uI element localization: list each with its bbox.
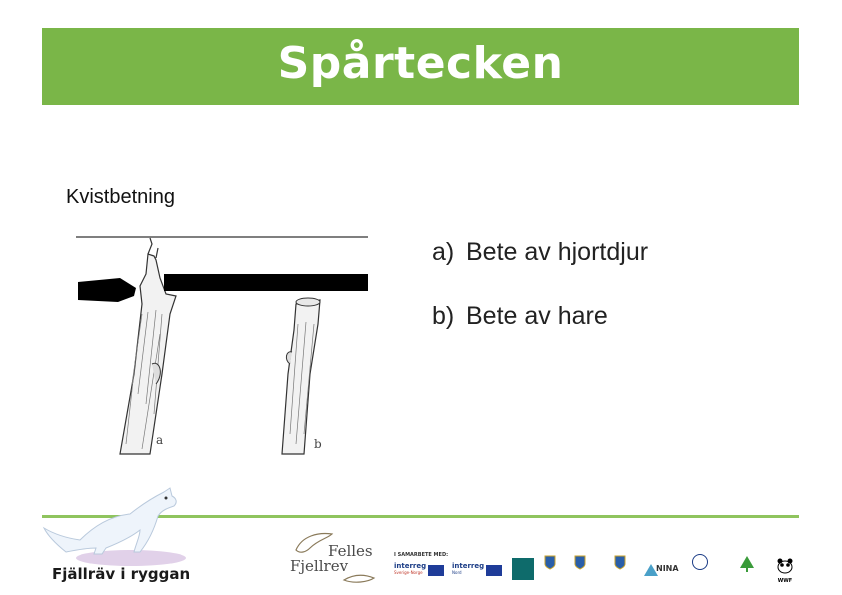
interreg-text: interreg: [452, 562, 485, 570]
list-marker: a): [432, 238, 455, 266]
list-item: [432, 238, 648, 267]
felles-fjellrev-logo: [288, 530, 388, 586]
wwf-text: WWF: [777, 578, 793, 584]
slide-title: Spårtecken: [277, 38, 564, 89]
wwf-logo: [776, 558, 794, 584]
list-marker: b): [432, 302, 455, 330]
green-square-logo: [512, 558, 534, 580]
nina-text: NINA: [656, 564, 679, 573]
partner-logos: [392, 550, 802, 590]
crest-icon: [574, 554, 586, 570]
list-item-text: Bete av hare: [466, 302, 608, 330]
bullet-list: [432, 238, 648, 366]
list-item-text: Bete av hjortdjur: [466, 238, 649, 266]
interreg-sverige-norge-logo: [394, 562, 454, 584]
figure-label-b: b: [314, 437, 322, 451]
twig-a-drawing: [120, 238, 176, 454]
crest-icon: [544, 554, 556, 570]
twig-b-drawing: [282, 298, 320, 454]
crest-icon: [614, 554, 626, 570]
interreg-nord-logo: [452, 562, 512, 584]
stockholm-university-seal: [692, 554, 708, 570]
redaction-bar: [164, 274, 368, 291]
redaction-left: [78, 278, 136, 302]
twig-illustration: [76, 234, 368, 458]
list-item: [432, 302, 648, 331]
section-heading: Kvistbetning: [66, 186, 175, 208]
eu-flag-icon: [486, 565, 502, 576]
felles-text: Felles: [328, 542, 373, 560]
partners-label: I SAMARBETE MED:: [394, 552, 449, 558]
interreg-text: interreg: [394, 562, 427, 570]
eu-flag-icon: [428, 565, 444, 576]
interreg-sub: Sverige-Norge: [394, 570, 423, 575]
project-name: Fjällräv i ryggan: [52, 565, 191, 583]
fjellrev-text: Fjellrev: [290, 557, 349, 575]
title-banner: [42, 28, 799, 105]
nina-logo: [644, 560, 684, 580]
interreg-sub: Nord: [452, 570, 462, 575]
tree-icon: [740, 556, 754, 572]
figure-label-a: a: [156, 433, 164, 447]
